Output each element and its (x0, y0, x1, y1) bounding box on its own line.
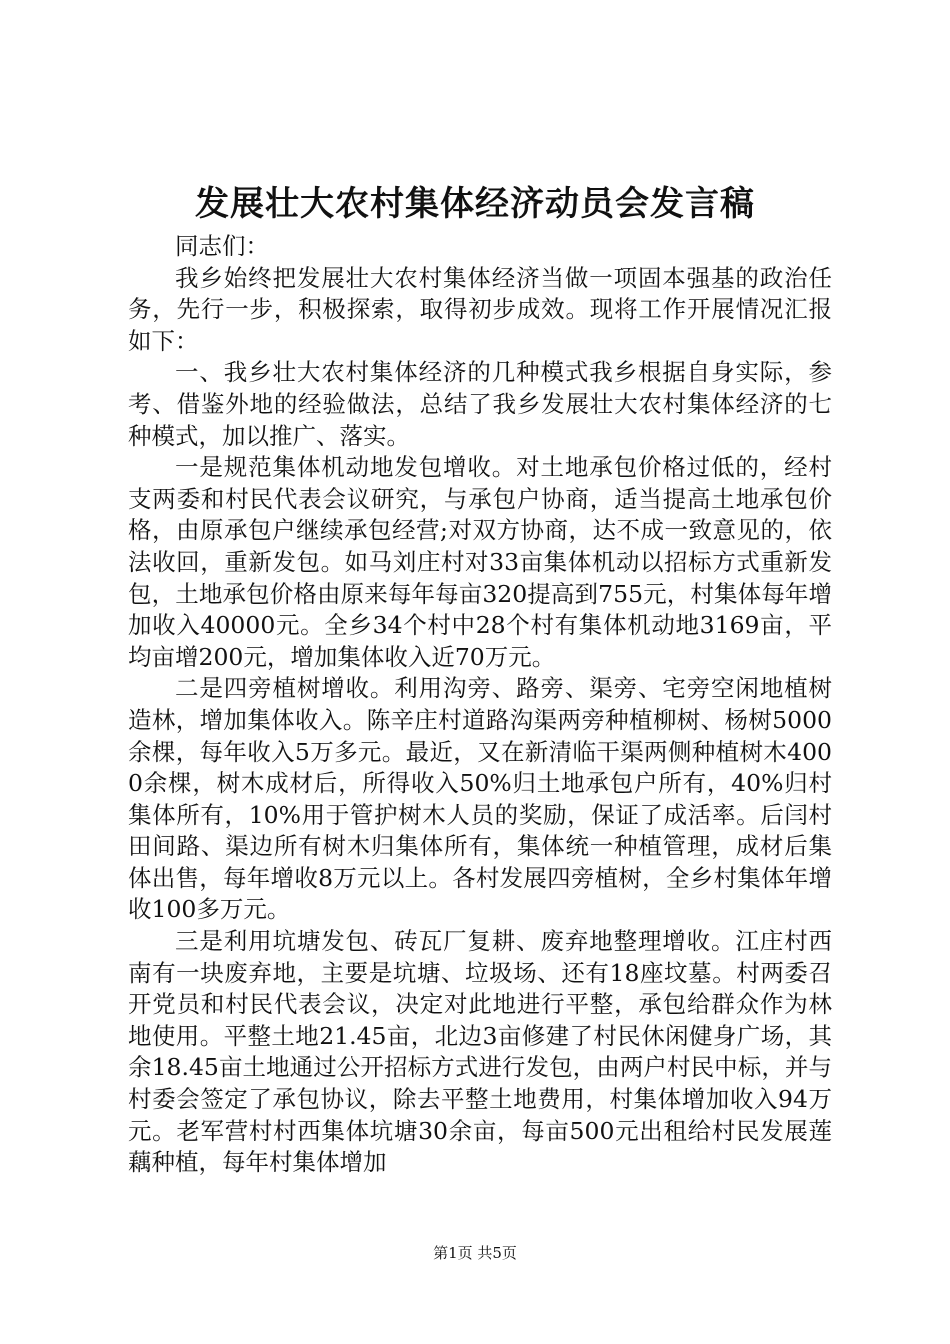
paragraph-section-one: 一、我乡壮大农村集体经济的几种模式我乡根据自身实际，参考、借鉴外地的经验做法，总结了我乡发展壮大农村集体经济的七种模式，加以推广、落实。 (128, 358, 832, 450)
document-title: 发展壮大农村集体经济动员会发言稿 (195, 184, 755, 224)
paragraph-mode-one: 一是规范集体机动地发包增收。对土地承包价格过低的，经村支两委和村民代表会议研究，与承包户协商，适当提高土地承包价格，由原承包户继续承包经营;对双方协商，达不成一致意见的，依法收回，重新发包。如马刘庄村对33亩集体机动以招标方式重新发包，土地承包价格由原来每年每亩320提高到755元，村集体每年增加收入40000元。全乡34个村中28个村有集体机动地3169亩，平均亩增200元，增加集体收入近70万元。 (128, 453, 832, 671)
salutation: 同志们： (175, 232, 269, 260)
paragraph-mode-two: 二是四旁植树增收。利用沟旁、路旁、渠旁、宅旁空闲地植树造林，增加集体收入。陈辛庄村道路沟渠两旁种植柳树、杨树5000余棵，每年收入5万多元。最近，又在新清临干渠两侧种植树木4000余棵，树木成材后，所得收入50%归土地承包户所有，40%归村集体所有，10%用于管护树木人员的奖励，保证了成活率。后闫村田间路、渠边所有树木归集体所有，集体统一种植管理，成材后集体出售，每年增收8万元以上。各村发展四旁植树，全乡村集体年增收100多万元。 (128, 674, 832, 924)
document-body (128, 231, 832, 1179)
paragraph-intro: 我乡始终把发展壮大农村集体经济当做一项固本强基的政治任务，先行一步，积极探索，取得初步成效。现将工作开展情况汇报如下： (128, 263, 832, 355)
page-footer: 第1页 共5页 (433, 1244, 517, 1262)
paragraph-mode-three: 三是利用坑塘发包、砖瓦厂复耕、废弃地整理增收。江庄村西南有一块废弃地，主要是坑塘、垃圾场、还有18座坟墓。村两委召开党员和村民代表会议，决定对此地进行平整，承包给群众作为林地使用。平整土地21.45亩，北边3亩修建了村民休闲健身广场，其余18.45亩土地通过公开招标方式进行发包，由两户村民中标，并与村委会签定了承包协议，除去平整土地费用，村集体增加收入94万元。老军营村村西集体坑塘30余亩，每亩500元出租给村民发展莲藕种植，每年村集体增加 (128, 927, 832, 1177)
